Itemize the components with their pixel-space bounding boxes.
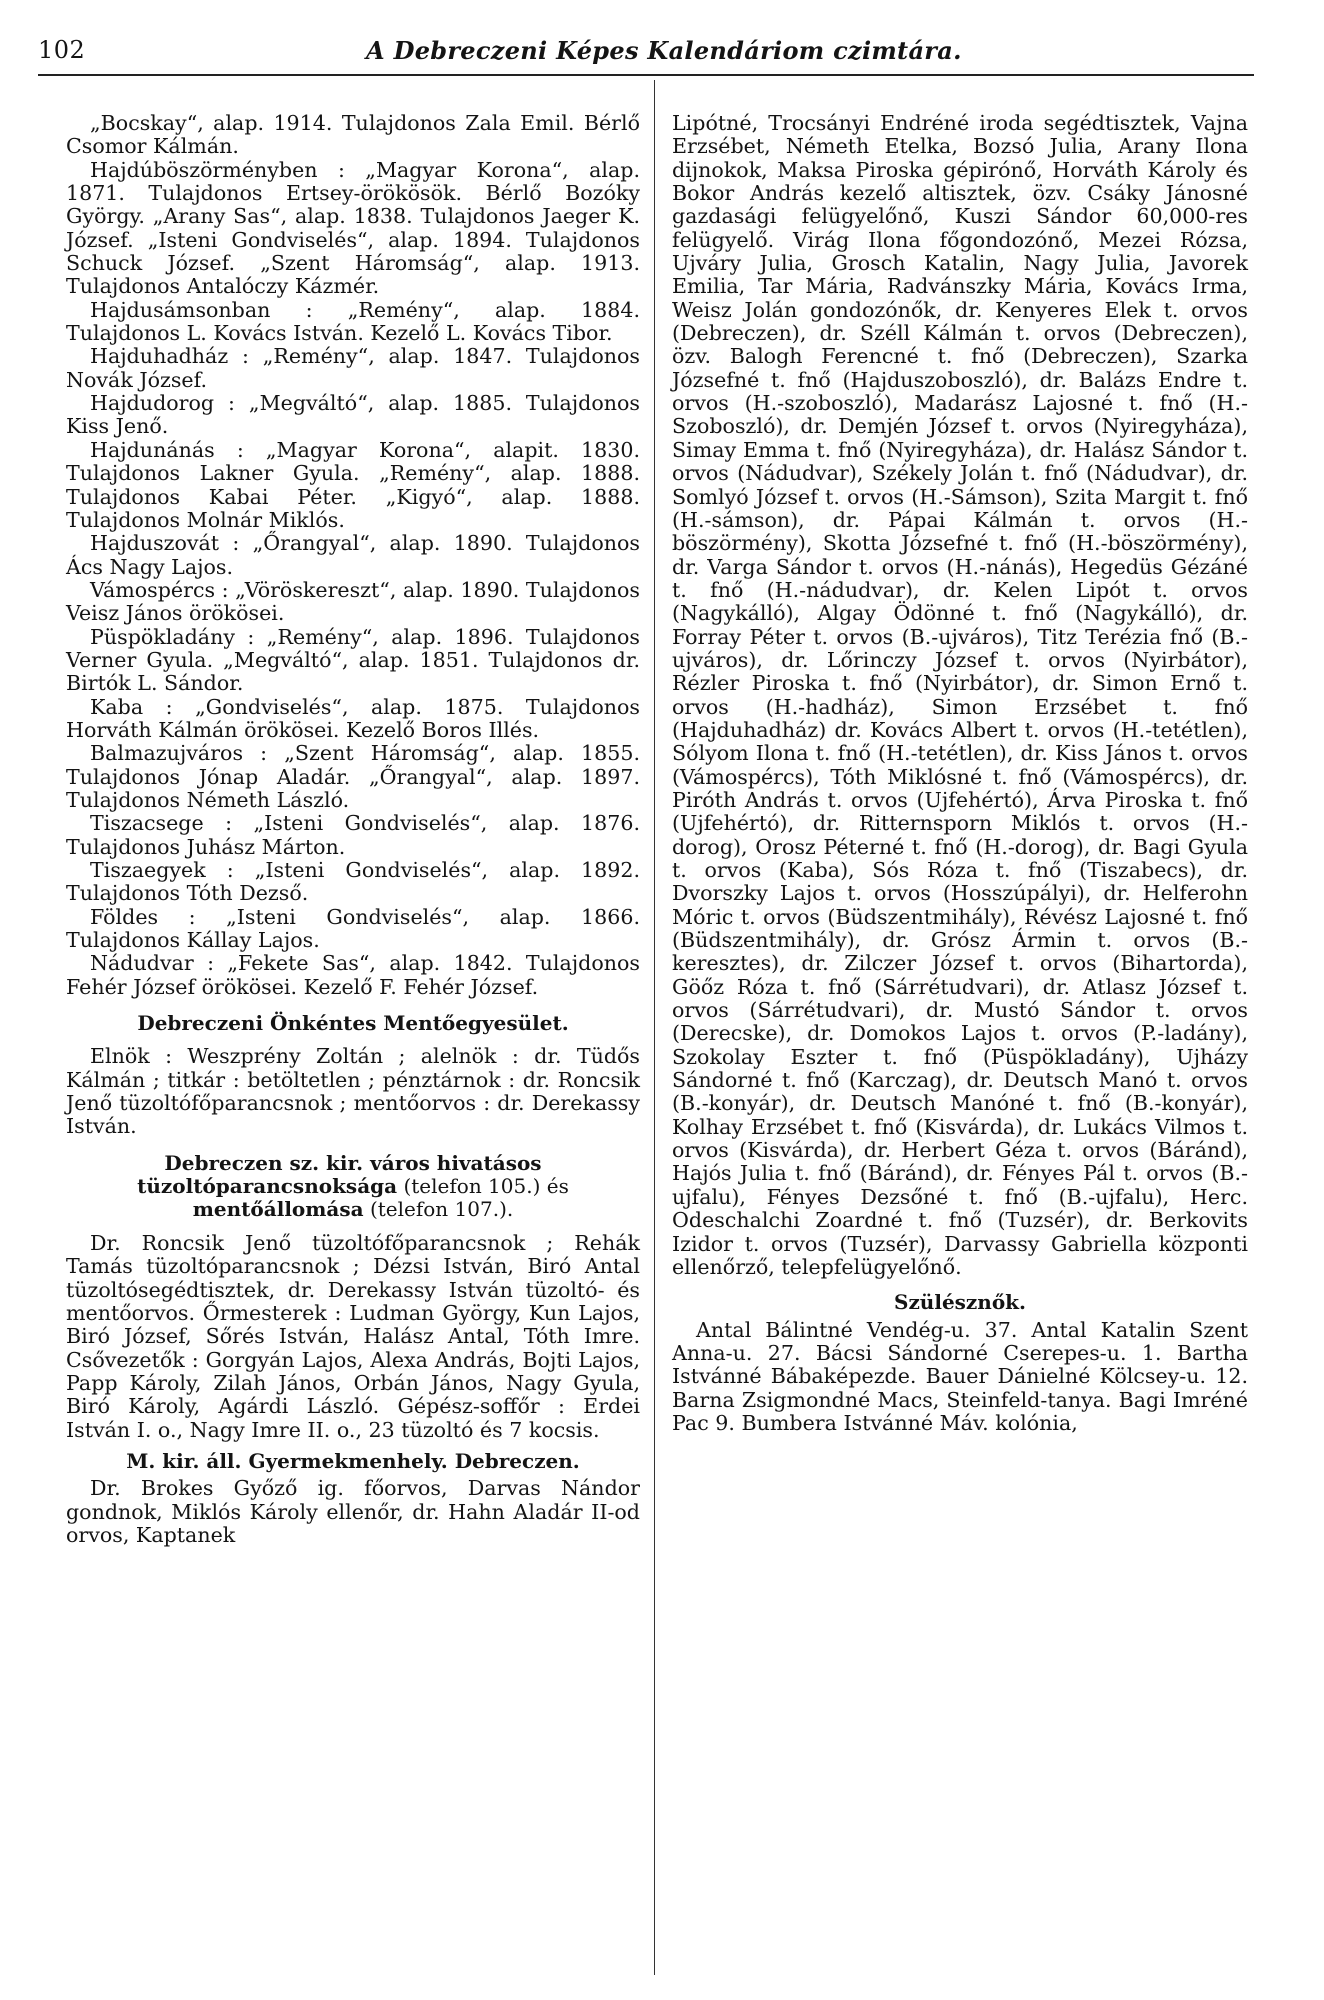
entry-paragraph: Tiszaegyek : „Isteni Gondviselés“, alap. 1892. Tulajdonos Tóth Dezső. [66, 858, 640, 906]
entry-paragraph: Hajdusámsonban : „Remény“, alap. 1884. Tulajdonos L. Kovács István. Kezelő L. Kovács Tibor. [66, 297, 640, 346]
heading-telephone-part: (telefon 107.). [363, 1197, 514, 1222]
column-divider [654, 80, 655, 1975]
section-heading-gyermekmenhely: M. kir. áll. Gyermekmenhely. Debreczen. [126, 1448, 580, 1473]
page-number: 102 [38, 36, 86, 64]
section-heading-szulesznok: Szülésznők. [894, 1290, 1026, 1315]
heading-bold-part: Debreczen sz. kir. város hivatásos tüzoltóparancsnoksága [137, 1150, 542, 1199]
entry-paragraph: Vámospércs : „Vöröskereszt“, alap. 1890. Tulajdonos Veisz János örökösei. [66, 577, 640, 626]
section-paragraph: Antal Bálintné Vendég-u. 37. Antal Katalin Szent Anna-u. 27. Bácsi Sándorné Cserepes-u. 1. Bartha Istvánné Bábaképezde. Bauer Dánielné Kölcsey-u. 12. Barna Zsigmondné Macs, Steinfeld-tanya. Bagi Imréné Pac 9. Bumbera Istvánné Máv. kolónia, [672, 1317, 1248, 1435]
section-paragraph: Dr. Brokes Győző ig. főorvos, Darvas Nándor gondnok, Miklós Károly ellenőr, dr. Hahn Aladár II-od orvos, Kaptanek [66, 1476, 640, 1547]
section-paragraph: Elnök : Weszprény Zoltán ; alelnök : dr. Tüdős Kálmán ; titkár : betöltetlen ; pénztárnok : dr. Roncsik Jenő tüzoltófőparancsnok ; mentőorvos : dr. Derekassy István. [66, 1044, 640, 1139]
entry-paragraph: Nádudvar : „Fekete Sas“, alap. 1842. Tulajdonos Fehér József örökösei. Kezelő F. Fehér József. [66, 951, 640, 999]
entry-paragraph: Hajdudorog : „Megváltó“, alap. 1885. Tulajdonos Kiss Jenő. [66, 391, 640, 439]
running-title: A Debreczeni Képes Kalendáriom czimtára. [366, 36, 962, 65]
left-column [66, 112, 640, 1547]
section-paragraph: Dr. Roncsik Jenő tüzoltófőparancsnok ; Rehák Tamás tüzoltóparancsnok ; Dézsi István, Biró Antal tüzoltósegédtisztek, dr. Derekassy István tüzoltó- és mentőorvos. Őrmesterek : Ludman György, Kun Lajos, Biró József, Sőrés István, Halász Antal, Tóth Imre. Csővezetők : Gorgyán Lajos, Alexa András, Bojti Lajos, Papp Károly, Zilah János, Orbán János, Nagy Gyula, Biró Károly, Agárdi László. Gépész-soffőr : Erdei István I. o., Nagy Imre II. o., 23 tüzoltó és 7 kocsis. [66, 1230, 640, 1442]
entry-paragraph: Püspökladány : „Remény“, alap. 1896. Tulajdonos Verner Gyula. „Megváltó“, alap. 1851. Tulajdonos dr. Birtók L. Sándor. [66, 624, 640, 696]
entry-paragraph: Hajdúböszörményben : „Magyar Korona“, alap. 1871. Tulajdonos Ertsey-örökösök. Bérlő Bozóky György. „Arany Sas“, alap. 1838. Tulajdonos Jaeger K. József. „Isteni Gondviselés“, alap. 1894. Tulajdonos Schuck József. „Szent Háromság“, alap. 1913. Tulajdonos Antalóczy Kázmér. [66, 157, 640, 299]
section-heading-tuzoltosag [66, 1152, 640, 1222]
section-heading-mentoegyesulet: Debreczeni Önkéntes Mentőegyesület. [137, 1011, 569, 1036]
entry-paragraph: Tiszacsege : „Isteni Gondviselés“, alap. 1876. Tulajdonos Juhász Márton. [66, 811, 640, 859]
right-column [672, 112, 1248, 1435]
heading-telephone-part: (telefon 105.) és [397, 1174, 569, 1199]
entry-paragraph: Balmazujváros : „Szent Háromság“, alap. 1855. Tulajdonos Jónap Aladár. „Őrangyal“, alap. 1897. Tulajdonos Németh László. [66, 741, 640, 812]
entry-paragraph: „Bocskay“, alap. 1914. Tulajdonos Zala Emil. Bérlő Csomor Kálmán. [66, 111, 640, 159]
heading-bold-part: mentőállomása [192, 1197, 364, 1222]
entry-paragraph: Földes : „Isteni Gondviselés“, alap. 1866. Tulajdonos Kállay Lajos. [66, 904, 640, 953]
entry-paragraph: Hajdunánás : „Magyar Korona“, alapit. 1830. Tulajdonos Lakner Gyula. „Remény“, alap. 1888. Tulajdonos Kabai Péter. „Kigyó“, alap. 1888. Tulajdonos Molnár Miklós. [66, 437, 640, 532]
header-rule [38, 74, 1254, 76]
entry-paragraph: Kaba : „Gondviselés“, alap. 1875. Tulajdonos Horváth Kálmán örökösei. Kezelő Boros Illés. [66, 694, 640, 742]
entry-paragraph: Hajduszovát : „Őrangyal“, alap. 1890. Tulajdonos Ács Nagy Lajos. [66, 531, 640, 579]
continued-paragraph: Lipótné, Trocsányi Endréné iroda segédtisztek, Vajna Erzsébet, Németh Etelka, Bozsó Julia, Arany Ilona dijnokok, Maksa Piroska gépirónő, Horváth Károly és Bokor András kezelő altisztek, özv. Csáky Jánosné gazdasági felügyelőnő, Kuszi Sándor 60,000-res felügyelő. Virág Ilona főgondozónő, Mezei Rózsa, Ujváry Julia, Grosch Katalin, Nagy Julia, Javorek Emilia, Tar Mária, Radvánszky Mária, Kovács Irma, Weisz Jolán gondozónők, dr. Kenyeres Elek t. orvos (Debreczen), dr. Széll Kálmán t. orvos (Debreczen), özv. Balogh Ferencné t. fnő (Debreczen), Szarka Józsefné t. fnő (Hajduszoboszló), dr. Balázs Endre t. orvos (H.-szoboszló), Madarász Lajosné t. fnő (H.-Szoboszló), dr. Demjén József t. orvos (Nyiregyháza), Simay Emma t. fnő (Nyiregyháza), dr. Halász Sándor t. orvos (Nádudvar), Székely Jolán t. fnő (Nádudvar), dr. Somlyó József t. orvos (H.-Sámson), Szita Margit t. fnő (H.-sámson), dr. Pápai Kálmán t. orvos (H.-böszörmény), Skotta Józsefné t. fnő (H.-böszörmény), dr. Varga Sándor t. orvos (H.-nánás), Hegedüs Gézáné t. fnő (H.-nádudvar), dr. Kelen Lipót t. orvos (Nagykálló), Algay Ödönné t. fnő (Nagykálló), dr. Forray Péter t. orvos (B.-ujváros), Titz Terézia fnő (B.-ujváros), dr. Lőrinczy József t. orvos (Nyirbátor), Rézler Piroska t. fnő (Nyirbátor), dr. Simon Ernő t. orvos (H.-hadház), Simon Erzsébet t. fnő (Hajduhadház) dr. Kovács Albert t. orvos (H.-tetétlen), Sólyom Ilona t. fnő (H.-tetétlen), dr. Kiss János t. orvos (Vámospércs), Tóth Miklósné t. fnő (Vámospércs), dr. Piróth András t. orvos (Ujfehértó), Árva Piroska t. fnő (Ujfehértó), dr. Ritternsporn Miklós t. orvos (H.-dorog), Orosz Péterné t. fnő (H.-dorog), dr. Bagi Gyula t. orvos (Kaba), Sós Róza t. fnő (Tiszabecs), dr. Dvorszky Lajos t. orvos (Hosszúpályi), dr. Helferohn Móric t. orvos (Büdszentmihály), Révész Lajosné t. fnő (Büdszentmihály), dr. Grósz Ármin t. orvos (B.-keresztes), dr. Zilczer József t. orvos (Bihartorda), Göőz Róza t. fnő (Sárrétudvari), dr. Atlasz József t. orvos (Sárrétudvari), dr. Mustó Sándor t. orvos (Derecske), dr. Domokos Lajos t. orvos (P.-ladány), Szokolay Eszter t. fnő (Püspökladány), Ujházy Sándorné t. fnő (Karczag), dr. Deutsch Manó t. orvos (B.-konyár), dr. Deutsch Manóné t. fnő (B.-konyár), Kolhay Erzsébet t. fnő (Kisvárda), dr. Lukács Vilmos t. orvos (Kisvárda), dr. Herbert Géza t. orvos (Báránd), Hajós Julia t. fnő (Báránd), dr. Fényes Pál t. orvos (B.-ujfalu), Fényes Dezsőné t. fnő (B.-ujfalu), Herc. Odeschalchi Zoardné t. fnő (Tuzsér), dr. Berkovits Izidor t. orvos (Tuzsér), Darvassy Gabriella központi ellenőrző, telepfelügyelőnő. [672, 111, 1248, 1279]
page-header [38, 36, 1254, 76]
entry-paragraph: Hajduhadház : „Remény“, alap. 1847. Tulajdonos Novák József. [66, 344, 640, 392]
